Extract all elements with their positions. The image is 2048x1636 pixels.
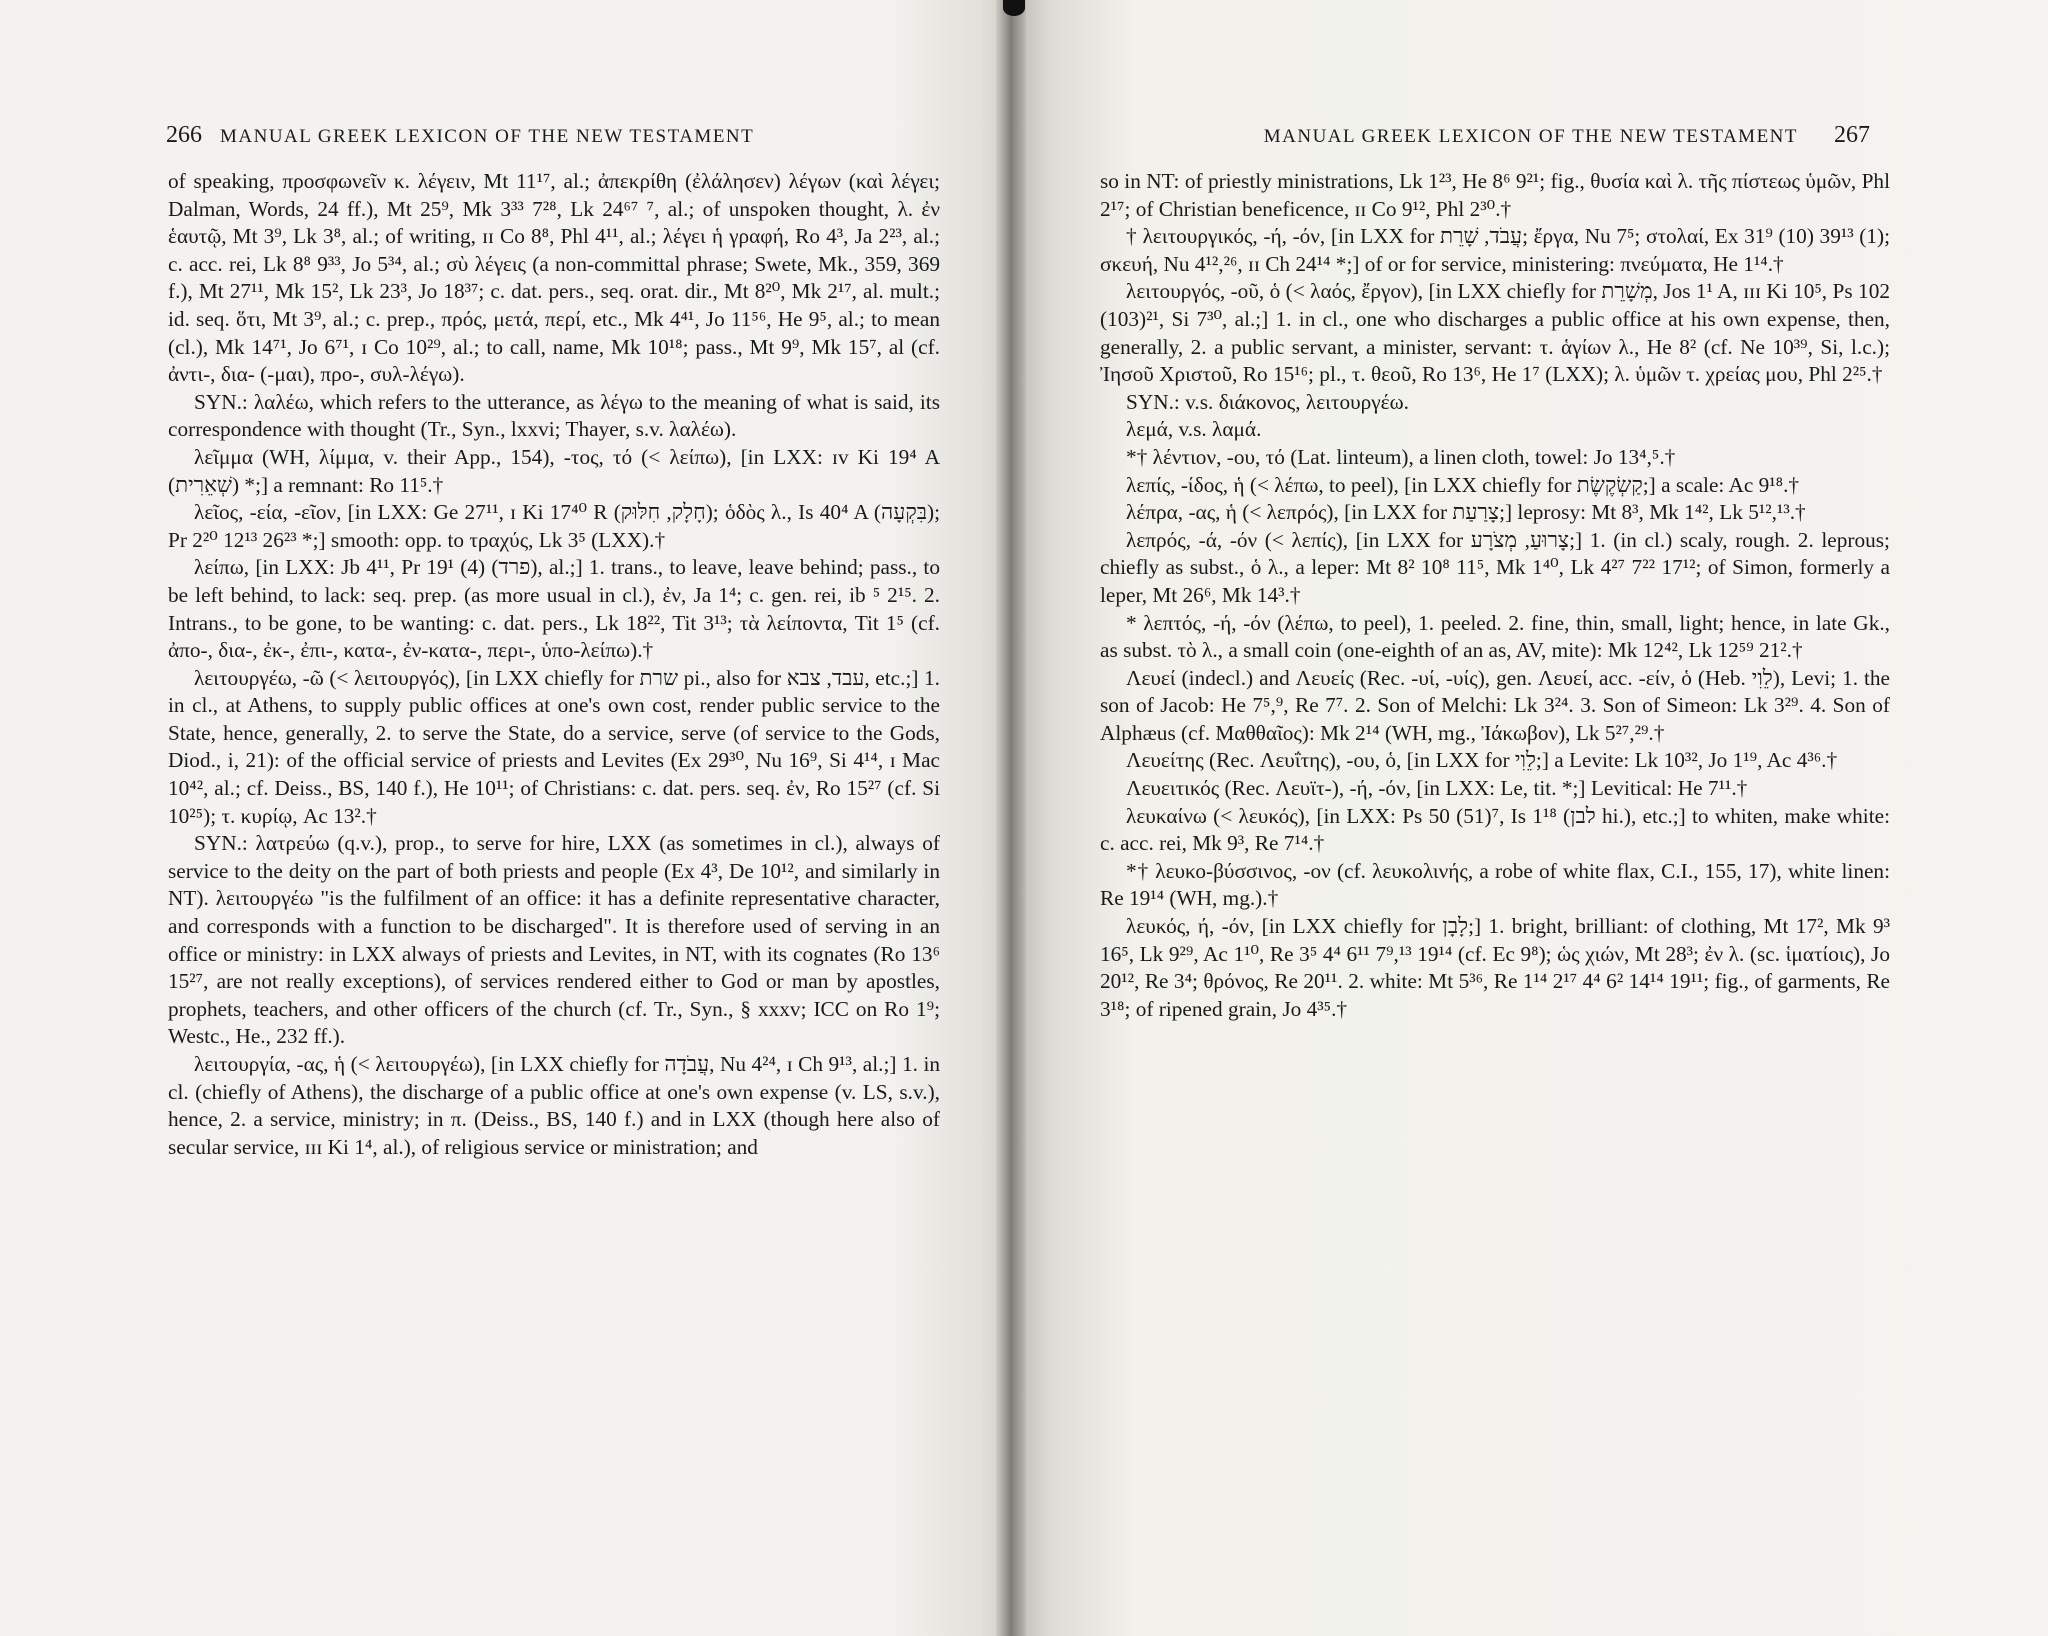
left-page-body — [168, 168, 940, 1161]
lexicon-entry: λειτουργός, -οῦ, ὁ (< λαός, ἔργον), [in LXX chiefly for מְשָׁרֵת, Jos 1¹ A, ɪɪɪ Ki 10⁵, Ps 102 (103)²¹, Si 7³⁰, al.;] 1. in cl., one who discharges a public office at his own expense, then, generally, 2. a public servant, a minister, servant: τ. ἁγίων λ., He 8² (cf. Ne 10³⁹, Si, l.c.); Ἰησοῦ Χριστοῦ, Ro 15¹⁶; pl., τ. θεοῦ, Ro 13⁶, He 1⁷ (LXX); λ. ὑμῶν τ. χρείας μου, Phl 2²⁵.† — [1100, 279, 1890, 387]
synonym-note: SYN.: λατρεύω (q.v.), prop., to serve for hire, LXX (as sometimes in cl.), always of service to the deity on the part of both priests and people (Ex 4³, De 10¹², and similarly in NT). λειτουργέω "is the fulfilment of an office: it has a definite representative character, and corresponds with a function to be discharged". It is therefore used of serving in an office or ministry: in LXX always of priests and Levites, in NT, with its cognates (Ro 13⁶ 15²⁷, are not really exceptions), of services rendered either to God or man by apostles, prophets, teachers, and other officers of the church (cf. Tr., Syn., § xxxv; ICC on Ro 1⁹; Westc., He., 232 ff.). — [168, 831, 940, 1049]
left-page — [0, 0, 1010, 1636]
binding-shadow — [1003, 0, 1025, 16]
continued-entry: so in NT: of priestly ministrations, Lk 1²³, He 8⁶ 9²¹; fig., θυσία καὶ λ. τῆς πίστεως ὑμῶν, Phl 2¹⁷; of Christian beneficence, ɪɪ Co 9¹², Phl 2³⁰.† — [1100, 169, 1890, 221]
lexicon-entry: *† λευκο-βύσσινος, -ον (cf. λευκολινής, a robe of white flax, C.I., 155, 17), white linen: Re 19¹⁴ (WH, mg.).† — [1100, 858, 1890, 911]
left-running-head — [166, 122, 856, 149]
left-page-number: 266 — [166, 122, 202, 148]
lexicon-entry: † λειτουργικός, -ή, -όν, [in LXX for עֲבֹד, שָׁרֵת; ἔργα, Nu 7⁵; στολαί, Ex 31⁹ (10) 39¹³ (1); σκευή, Nu 4¹²,²⁶, ɪɪ Ch 24¹⁴ *;] of or for service, ministering: πνεύματα, He 1¹⁴.† — [1100, 224, 1890, 276]
lexicon-entry: λειτουργία, -ας, ἡ (< λειτουργέω), [in LXX chiefly for עֲבֹדָה, Nu 4²⁴, ɪ Ch 9¹³, al.;] 1. in cl. (chiefly of Athens), the discharge of a public office at one's own expense (v. LS, s.v.), hence, 2. a service, ministry; in π. (Deiss., BS, 140 f.) and in LXX (though here also of secular service, ɪɪɪ Ki 1⁴, al.), of religious service or ministration; and — [168, 1052, 941, 1159]
lexicon-entry: λευκός, ή, -όν, [in LXX chiefly for לָבָן;] 1. bright, brilliant: of clothing, Mt 17², Mk 9³ 16⁵, Lk 9²⁹, Ac 1¹⁰, Re 3⁵ 4⁴ 6¹¹ 7⁹,¹³ 19¹⁴ (cf. Ec 9⁸); ὡς χιών, Mt 28³; ἐν λ. (sc. ἱματίοις), Jo 20¹², Re 3⁴; θρόνος, Re 20¹¹. 2. white: Mt 5³⁶, Re 1¹⁴ 2¹⁷ 4⁴ 6² 14¹⁴ 19¹¹; fig., of garments, Re 3¹⁸; of ripened grain, Jo 4³⁵.† — [1100, 914, 1890, 1021]
right-page — [1010, 0, 2048, 1636]
right-page-body — [1100, 168, 1890, 1023]
lexicon-entry: Λευείτης (Rec. Λευΐτης), -ου, ὁ, [in LXX for לֵוִי;] a Levite: Lk 10³², Jo 1¹⁹, Ac 4³⁶.† — [1126, 748, 1838, 773]
lexicon-entry: λειτουργέω, -ῶ (< λειτουργός), [in LXX chiefly for שרת pi., also for עבד, צבא, etc.;] 1. in cl., at Athens, to supply public offices at one's own cost, render public service to the State, hence, generally, 2. to serve the State, do a service, serve (of service to the Gods, Diod., i, 21): of the official service of priests and Levites (Ex 29³⁰, Nu 16⁹, Si 4¹⁴, ɪ Mac 10⁴², al.; cf. Deiss., BS, 140 f.), He 10¹¹; of Christians: c. dat. pers. seq. ἐν, Ro 15²⁷ (cf. Si 10²⁵); τ. κυρίῳ, Ac 13².† — [168, 665, 941, 828]
lexicon-entry: λεῖμμα (WH, λίμμα, v. their App., 154), -τος, τό (< λείπω), [in LXX: ɪv Ki 19⁴ A (שְׁאֵרִית) *;] a remnant: Ro 11⁵.† — [168, 444, 940, 497]
lexicon-entry: λέπρα, -ας, ἡ (< λεπρός), [in LXX for צָרַעַת;] leprosy: Mt 8³, Mk 1⁴², Lk 5¹²,¹³.† — [1126, 500, 1806, 525]
continued-entry: of speaking, προσφωνεῖν κ. λέγειν, Mt 11¹⁷, al.; ἀπεκρίθη (ἐλάλησεν) λέγων (καὶ λέγει; Dalman, Words, 24 ff.), Mt 25⁹, Mk 3³³ 7²⁸, Lk 24⁶⁷ ⁷, al.; of unspoken thought, λ. ἐν ἑαυτῷ, Mt 3⁹, Lk 3⁸, al.; of writing, ɪɪ Co 8⁸, Phl 4¹¹, al.; λέγει ἡ γραφή, Ro 4³, Ja 2²³, al.; c. acc. rei, Lk 8⁸ 9³³, Jo 5³⁴, al.; σὺ λέγεις (a non-committal phrase; Swete, Mk., 359, 369 f.), Mt 27¹¹, Mk 15², Lk 23³, Jo 18³⁷; c. dat. pers., seq. orat. dir., Mt 8²⁰, Mk 2¹⁷, al. mult.; id. seq. ὅτι, Mt 3⁹, al.; c. prep., πρός, μετά, περί, etc., Mk 4⁴¹, Jo 11⁵⁶, He 9⁵, al.; to mean (cl.), Mk 14⁷¹, Jo 6⁷¹, ɪ Co 10²⁹, al.; to call, name, Mk 10¹⁸; pass., Mt 9⁹, Mk 15⁷, al (cf. ἀντι-, δια- (-μαι), προ-, συλ-λέγω). — [168, 169, 940, 387]
lexicon-entry: Λευειτικός (Rec. Λευϊτ-), -ή, -όν, [in LXX: Le, tit. *;] Levitical: He 7¹¹.† — [1126, 776, 1748, 801]
lexicon-entry: *† λέντιον, -ου, τό (Lat. linteum), a linen cloth, towel: Jo 13⁴,⁵.† — [1126, 444, 1676, 469]
lexicon-entry: * λεπτός, -ή, -όν (λέπω, to peel), 1. peeled. 2. fine, thin, small, light; hence, in late Gk., as subst. τὸ λ., a small coin (one-eighth of an as, AV, mite): Mk 12⁴², Lk 12⁵⁹ 21².† — [1100, 610, 1890, 663]
lexicon-entry: λεπρός, -ά, -όν (< λεπίς), [in LXX for צָרוּעַ, מְצֹרָע;] 1. (in cl.) scaly, rough. 2. leprous; chiefly as subst., ὁ λ., a leper: Mt 8² 10⁸ 11⁵, Mk 1⁴⁰, Lk 4²⁷ 7²² 17¹²; of Simon, formerly a leper, Mt 26⁶, Mk 14³.† — [1100, 527, 1890, 607]
lexicon-entry: λεῖος, -εία, -εῖον, [in LXX: Ge 27¹¹, ɪ Ki 17⁴⁰ R (חָלָק, חִלּוּק); ὁδὸς λ., Is 40⁴ A (בִּקְעָה); Pr 2²⁰ 12¹³ 26²³ *;] smooth: opp. to τραχύς, Lk 3⁵ (LXX).† — [168, 500, 941, 552]
lexicon-entry: λεπίς, -ίδος, ἡ (< λέπω, to peel), [in LXX chiefly for קַשְׂקֶשֶׂת;] a scale: Ac 9¹⁸.† — [1126, 472, 1800, 497]
lexicon-entry: Λευεί (indecl.) and Λευείς (Rec. -υί, -υίς), gen. Λευεί, acc. -είν, ὁ (Heb. לֵוִי), Levi; 1. the son of Jacob: He 7⁵,⁹, Re 7⁷. 2. Son of Melchi: Lk 3²⁴. 3. Son of Simeon: Lk 3²⁹. 4. Son of Alphæus (cf. Μαθθαῖος): Mk 2¹⁴ (WH, mg., Ἰάκωβον), Lk 5²⁷,²⁹.† — [1100, 665, 1890, 745]
synonym-note: SYN.: λαλέω, which refers to the utterance, as λέγω to the meaning of what is said, its correspondence with thought (Tr., Syn., lxxvi; Thayer, s.v. λαλέω). — [168, 389, 940, 442]
lexicon-entry: λευκαίνω (< λευκός), [in LXX: Ps 50 (51)⁷, Is 1¹⁸ (לבן hi.), etc.;] to whiten, make white: c. acc. rei, Mk 9³, Re 7¹⁴.† — [1100, 803, 1890, 856]
right-page-number: 267 — [1834, 122, 1870, 148]
right-running-head — [1180, 122, 1870, 149]
lexicon-entry: λεμά, v.s. λαμά. — [1126, 417, 1262, 442]
synonym-note: SYN.: v.s. διάκονος, λειτουργέω. — [1126, 389, 1409, 414]
lexicon-entry: λείπω, [in LXX: Jb 4¹¹, Pr 19¹ (4) (פרד), al.;] 1. trans., to leave, leave behind; pass., to be left behind, to lack: seq. prep. (as more usual in cl.), ἐν, Ja 1⁴; c. gen. rei, ib ⁵ 2¹⁵. 2. Intrans., to be gone, to be wanting: c. dat. pers., Lk 18²², Tit 3¹³; τὰ λείποντα, Tit 1⁵ (cf. ἀπο-, δια-, ἐκ-, ἐπι-, κατα-, ἐν-κατα-, περι-, ὑπο-λείπω).† — [168, 555, 940, 663]
left-running-title: MANUAL GREEK LEXICON OF THE NEW TESTAMENT — [220, 126, 755, 147]
right-running-title: MANUAL GREEK LEXICON OF THE NEW TESTAMENT — [1263, 126, 1798, 147]
book-gutter — [996, 0, 1026, 1636]
